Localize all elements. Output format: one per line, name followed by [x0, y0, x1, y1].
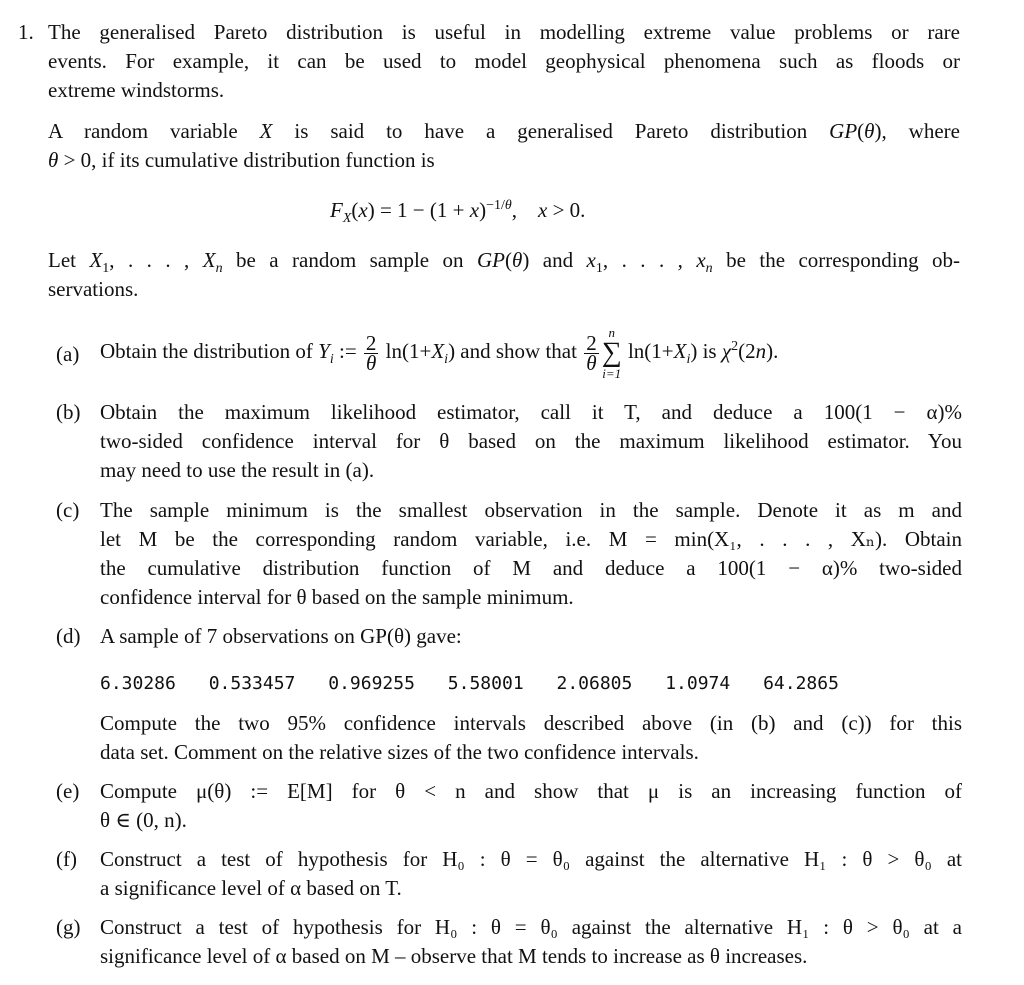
part-a — [56, 320, 962, 390]
part-line: significance level of α based on M – observe that M tends to increase as θ increases. — [100, 944, 808, 968]
part-line: Construct a test of hypothesis for H₀ : θ = θ₀ against the alternative H₁ : θ > θ₀ at — [100, 847, 962, 871]
part-line: Compute μ(θ) := E[M] for θ < n and show that μ is an increasing function of — [100, 779, 962, 803]
part-a-text: Obtain the distribution of $Y_i$ := $\frac{2}{\theta}$ $\ln(1+X_i)$ and show that $\frac{2}{\theta}$ n ∑ i=1 $\ln(1+X_i)$ is $\chi^2(2n)$. — [100, 325, 779, 381]
part-line: Compute the two 95% confidence intervals described above (in (b) and (c)) for this — [100, 711, 962, 735]
fraction-2-over-theta: $\frac{2}{\theta}$ — [586, 330, 597, 375]
part-label: (f) — [56, 847, 77, 871]
part-e-text — [100, 777, 962, 835]
part-line: The sample minimum is the smallest observation in the sample. Denote it as m and — [100, 498, 962, 522]
intro-line: events. For example, it can be used to model geophysical phenomena such as floods or — [48, 49, 960, 73]
part-g-text — [100, 913, 962, 971]
sample-data-row — [100, 669, 861, 698]
fraction-2-over-theta: $\frac{2}{\theta}$ — [365, 330, 377, 375]
sample-line: servations. — [48, 277, 139, 301]
data-value: 64.2865 — [763, 673, 839, 694]
part-line: data set. Comment on the relative sizes of the two confidence intervals. — [100, 740, 699, 764]
data-value: 5.58001 — [447, 673, 524, 694]
part-c-text — [100, 496, 962, 612]
data-value: 0.533457 — [208, 673, 296, 694]
part-f-text — [100, 845, 962, 903]
part-d-text — [100, 709, 962, 767]
part-line: let M be the corresponding random variable, i.e. M = min(X₁, . . . , Xₙ). Obtain — [100, 527, 962, 551]
part-line: confidence interval for θ based on the sample minimum. — [100, 585, 574, 609]
part-line: may need to use the result in (a). — [100, 458, 375, 482]
intro-line: extreme windstorms. — [48, 78, 225, 102]
sample-paragraph — [48, 246, 960, 304]
part-d-intro: A sample of 7 observations on GP(θ) gave: — [100, 624, 462, 648]
part-label: (a) — [56, 342, 80, 366]
cdf-equation: $F_X(x) = 1 - (1 + x)^{-1/\theta}$, x > 0. — [330, 198, 586, 227]
part-label: (c) — [56, 498, 80, 522]
definition-paragraph — [48, 117, 960, 175]
sample-line: Let $X_1$, . . . , $X_n$ be a random sample on GP(θ) and $x_1$, . . . , $x_n$ be the corresponding ob- — [48, 248, 961, 277]
part-line: a significance level of α based on T. — [100, 876, 402, 900]
part-label: (d) — [56, 624, 81, 648]
part-label: (e) — [56, 779, 80, 803]
data-value: 2.06805 — [556, 673, 633, 694]
data-value: 1.0974 — [665, 673, 731, 694]
part-line: the cumulative distribution function of M and deduce a 100(1 − α)% two-sided — [100, 556, 962, 580]
part-b-text — [100, 398, 962, 485]
problem-number: 1. — [18, 20, 34, 44]
part-line: Obtain the maximum likelihood estimator, call it T, and deduce a 100(1 − α)% — [100, 400, 962, 424]
data-value: 0.969255 — [328, 673, 415, 694]
part-line: θ ∈ (0, n). — [100, 808, 187, 832]
definition-line: A random variable X is said to have a generalised Pareto distribution GP(θ), where — [48, 119, 960, 143]
summation-sign: n ∑ i=1 — [601, 325, 622, 381]
part-label: (b) — [56, 400, 81, 424]
intro-line: The generalised Pareto distribution is useful in modelling extreme value problems or rare — [48, 20, 960, 44]
data-value: 6.30286 — [100, 673, 176, 694]
definition-line: θ > 0, if its cumulative distribution function is — [48, 148, 435, 172]
part-line: Construct a test of hypothesis for H₀ : θ = θ₀ against the alternative H₁ : θ > θ₀ at a — [100, 915, 962, 939]
part-label: (g) — [56, 915, 81, 939]
part-line: two-sided confidence interval for θ based on the maximum likelihood estimator. You — [100, 429, 962, 453]
intro-paragraph — [48, 18, 960, 105]
